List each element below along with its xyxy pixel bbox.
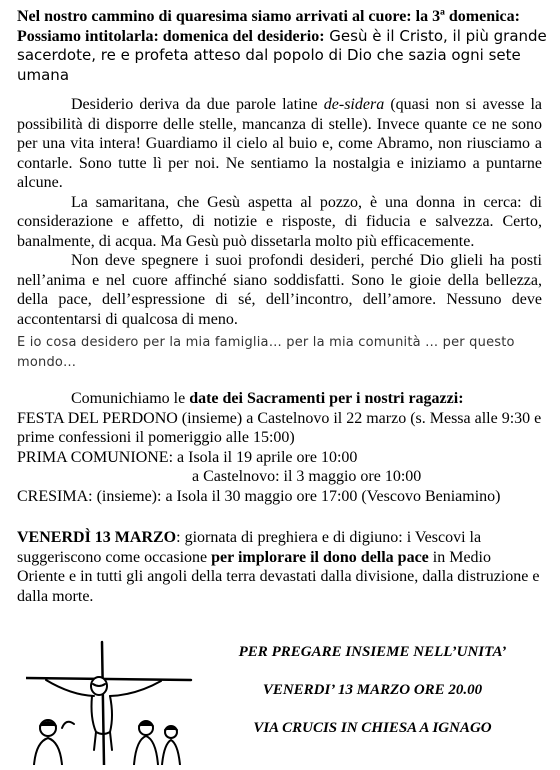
paragraph-desideri: Non deve spegnere i suoi profondi desideri, perché Dio glieli ha posti nell’anima e nel cuore affinché siano soddisfatti. Sono le gioie della bellezza, della pace, dell’espressione di sé, dell’incontro, dell’amore. Nessuno deve accontentarsi di qualcosa di meno.	[17, 252, 542, 328]
sacraments-intro	[17, 389, 547, 409]
intro-bold: Nel nostro cammino di quaresima siamo arrivati al cuore: la 3ª domenica: Possiamo intitolarla: domenica del desiderio:	[17, 8, 520, 45]
latin-word: de-sidera	[323, 96, 385, 113]
venerdi-paragraph	[17, 528, 542, 606]
prima-comunione-isola: PRIMA COMUNIONE: a Isola il 19 aprile ore 10:00	[17, 448, 358, 466]
via-crucis-announcement	[205, 644, 540, 758]
venerdi-date: VENERDÌ 13 MARZO	[17, 529, 177, 546]
paragraph-desiderio	[17, 95, 542, 193]
festa-perdono: FESTA DEL PERDONO (insieme) a Castelnovo il 22 marzo (s. Messa alle 9:30 e prime confessioni il pomeriggio alle 15:00)	[17, 409, 542, 446]
intro-rest: Gesù è il Cristo, il più grande sacerdote, re e profeta atteso dal popolo di Dio che sazia ogni sete umana	[17, 26, 547, 84]
venerdi-text-a: : giornata di preghiera e di digiuno: i Vescovi la suggeriscono come occasione	[17, 529, 482, 566]
venerdi-bold-mid: per implorare il dono della pace	[211, 548, 429, 566]
venerdi-text-b: in Medio Oriente e in tutti gli angoli della terra devastati dalla divisione, dalla distruzione e dalla morte.	[17, 548, 540, 605]
footer-line-date: VENERDI’ 13 MARZO ORE 20.00	[262, 682, 483, 698]
footer-line-via-crucis: VIA CRUCIS IN CHIESA A IGNAGO	[253, 720, 492, 736]
p1-end: (quasi non si avesse la possibilità di disporre delle stelle, mancanza di stelle). Invece quante ce ne sono per una vita intera! Guardiamo il cielo al buio e, come Abramo, non riusciamo a contarle. Sono tutte lì per noi. Ne sentiamo la nostalgia e iniziamo a puntarne alcune.	[17, 96, 542, 191]
crucifix-drawing	[26, 640, 196, 765]
sacraments-section	[17, 389, 547, 506]
crucifix-illustration	[26, 640, 196, 765]
prima-comunione-castelnovo: a Castelnovo: il 3 maggio ore 10:00	[192, 468, 422, 485]
sacraments-intro-bold: date dei Sacramenti per i nostri ragazzi:	[189, 390, 464, 407]
cresima: CRESIMA: (insieme): a Isola il 30 maggio ore 17:00 (Vescovo Beniamino)	[17, 487, 501, 505]
p1-start: Desiderio deriva da due parole latine	[71, 96, 324, 113]
handwritten-question: E io cosa desidero per la mia famiglia… per la mia comunità … per questo mondo…	[17, 335, 515, 370]
footer-line-unita: PER PREGARE INSIEME NELL’UNITA’	[238, 644, 507, 660]
intro-paragraph	[17, 7, 547, 85]
sacraments-intro-plain: Comunichiamo le	[71, 390, 190, 407]
paragraph-samaritana: La samaritana, che Gesù aspetta al pozzo, è una donna in cerca: di considerazione e affetto, di notizie e risposte, di fiducia e salvezza. Certo, banalmente, di acqua. Ma Gesù può dissetarla molto più efficacemente.	[17, 193, 542, 250]
reflection-body	[17, 95, 542, 329]
